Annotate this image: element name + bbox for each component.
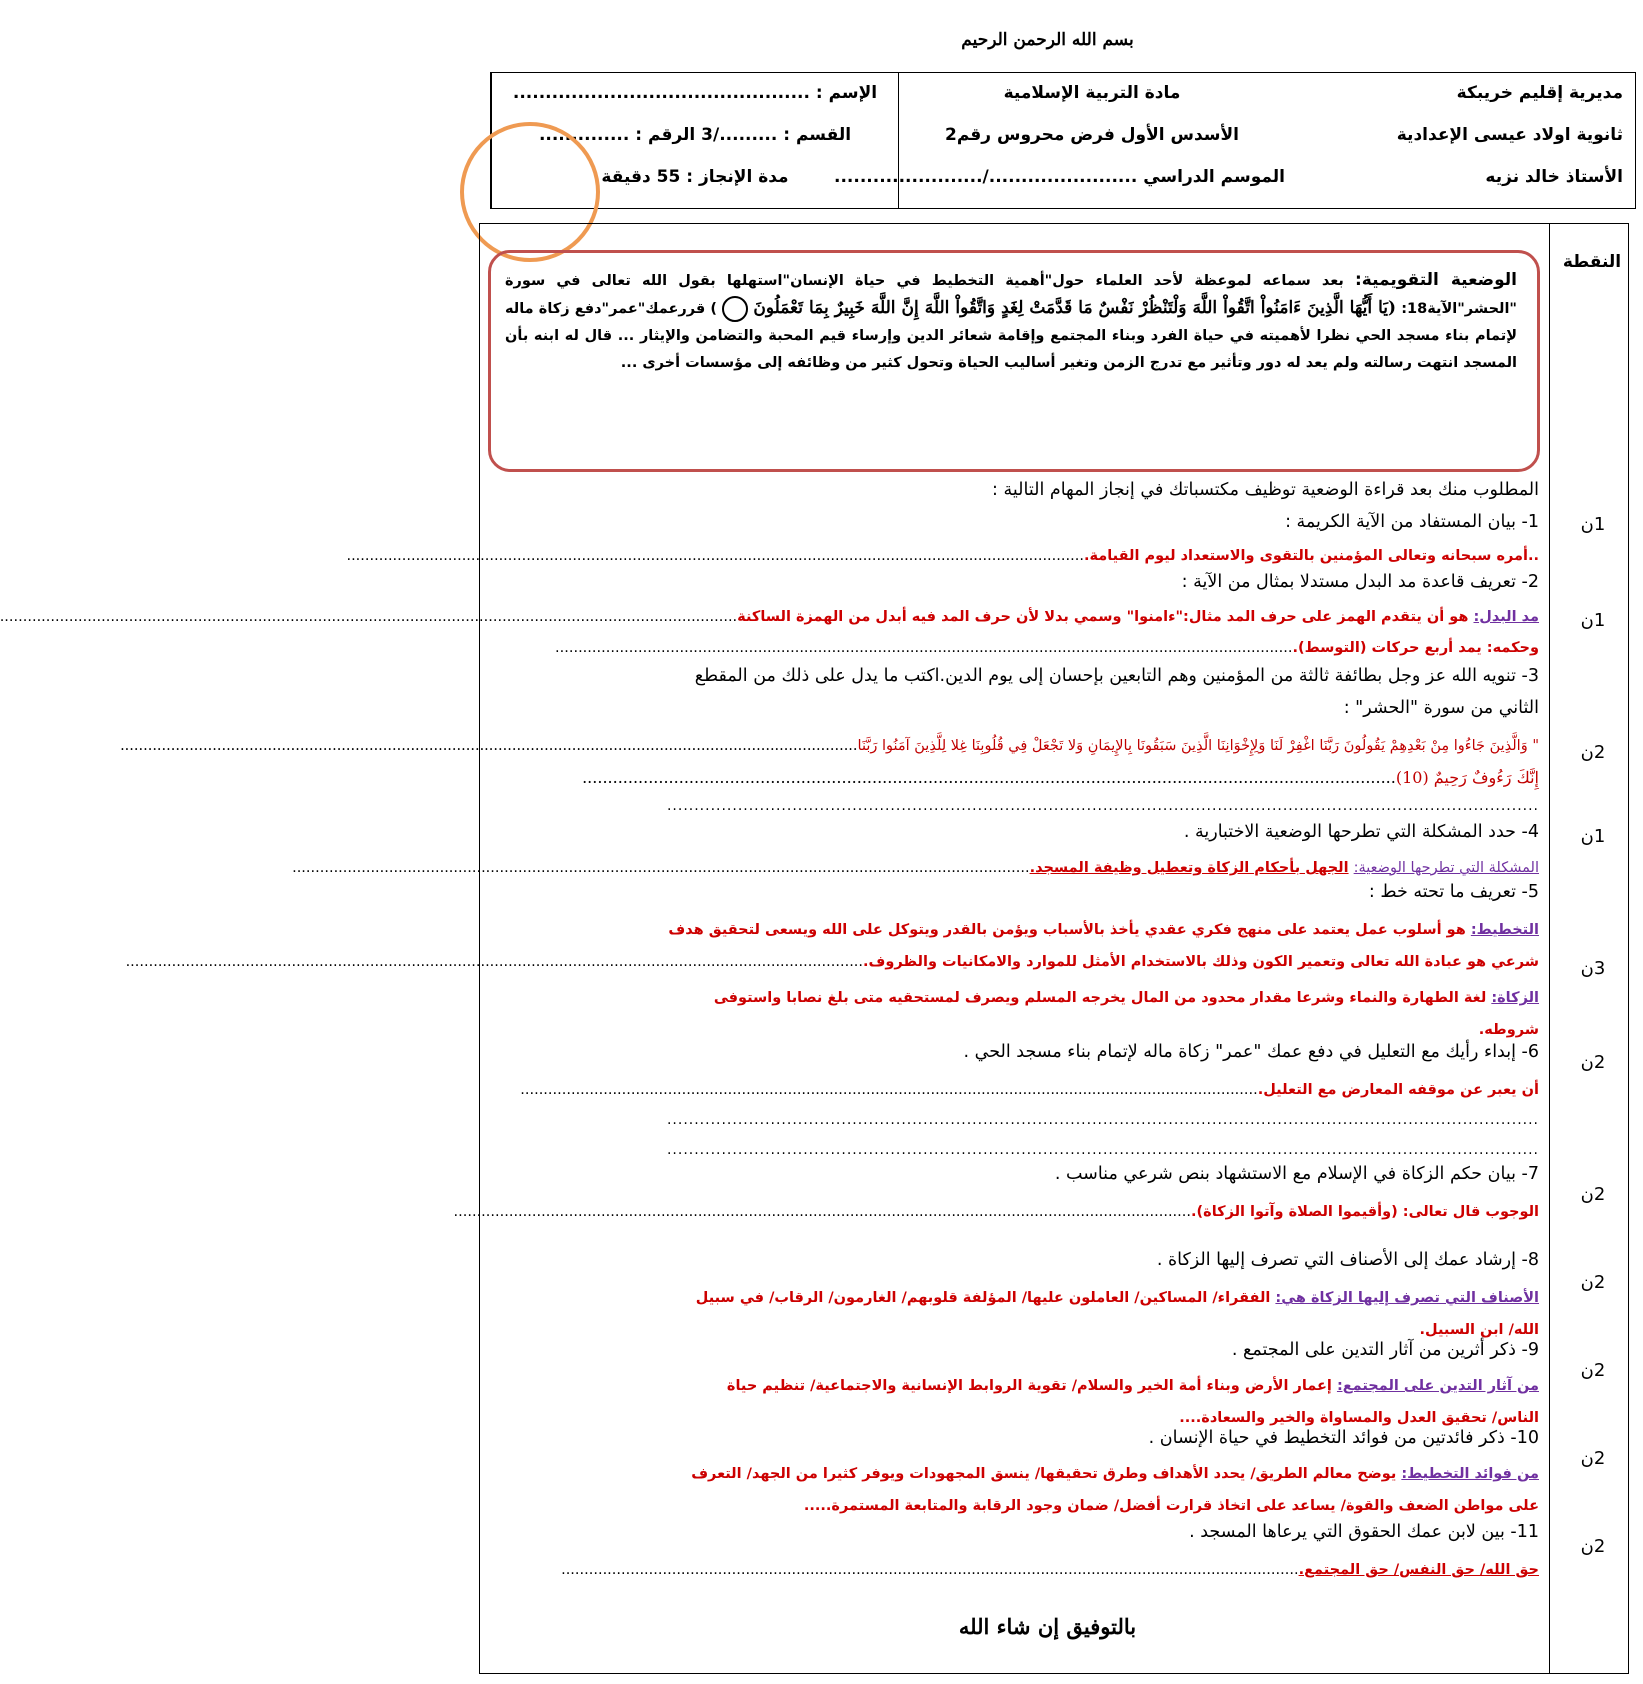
points-3: 2ن [1580,742,1606,763]
points-4: 1ن [1580,826,1606,847]
dotted-line: ................................................................................................................................................................ [666,1142,1539,1158]
points-5: 3ن [1580,958,1606,979]
class-number-field: القسم : ........./3 الرقم : .............. [538,125,852,145]
answer-3-line-1: " وَالَّذِينَ جَاءُوا مِنْ بَعْدِهِمْ يَقُولُونَ رَبَّنَا اغْفِرْ لَنَا وَلِإِخْوَانِنَا الَّذِينَ سَبَقُونَا بِالإِيمَانِ وَلا تَجْعَلْ فِي قُلُوبِنَا غِلا لِلَّذِينَ آمَنُوا رَبَّنَا................................................................................................................................................................ [120,738,1539,754]
points-6: 2ن [1580,1052,1606,1073]
answer-8-line-2: الله/ ابن السبيل. [1419,1322,1539,1338]
answer-5-line-4: شروطه. [1478,1022,1539,1038]
answer-10-line-1: من فوائد التخطيط: يوضح معالم الطريق/ يحدد الأهداف وطرق تحقيقها/ ينسق المجهودات ويوفر كثيرا من الجهد/ التعرف [691,1466,1539,1482]
header-right-column [1285,73,1635,208]
question-3-line-2: الثاني من سورة "الحشر" : [1343,698,1539,718]
directorate: مديرية إقليم خريبكة [1456,83,1623,103]
question-7: 7- بيان حكم الزكاة في الإسلام مع الاستشهاد بنص شرعي مناسب . [1054,1164,1539,1184]
question-3: 3- تنويه الله عز وجل بطائفة ثالثة من المؤمنين وهم التابعين بإحسان إلى يوم الدين.اكتب ما يدل على ذلك من المقطع [694,666,1539,686]
exam-title: الأسدس الأول فرض محروس رقم2 [944,125,1239,145]
header-middle-column [834,73,1285,208]
points-header: النقطة [1562,252,1622,272]
question-9: 9- ذكر أثرين من آثار التدين على المجتمع . [1231,1340,1539,1360]
dotted-line: ................................................................................................................................................................ [666,1112,1539,1128]
answer-2-line-2: وحكمه: يمد أربع حركات (التوسط)................................................................................................................................................................. [555,640,1539,656]
answer-1: ..أمره سبحانه وتعالى المؤمنين بالتقوى والاستعداد ليوم القيامة................................................................................................................................................................. [346,548,1539,564]
answer-8-line-1: الأصناف التي تصرف إليها الزكاة هي: الفقراء/ المساكين/ العاملون عليها/ المؤلفة قلوبهم/ الغارمون/ الرقاب/ في سبيل [695,1290,1539,1306]
points-9: 2ن [1580,1360,1606,1381]
answer-9-line-1: من آثار التدين على المجتمع: إعمار الأرض وبناء أمة الخير والسلام/ تقوية الروابط الإنسانية والاجتماعية/ تنظيم حياة [726,1378,1539,1394]
answer-7: الوجوب قال تعالى: (وأقيموا الصلاة وآتوا الزكاة)................................................................................................................................................................. [453,1204,1539,1220]
question-10: 10- ذكر فائدتين من فوائد التخطيط في حياة الإنسان . [1148,1428,1539,1448]
subject: مادة التربية الإسلامية [1003,83,1181,103]
dotted-line: ................................................................................................................................................................ [666,798,1539,814]
answer-5-line-3: الزكاة: لغة الطهارة والنماء وشرعا مقدار محدود من المال يخرجه المسلم ويصرف لمستحقيه متى بلغ نصابا واستوفى [713,990,1539,1006]
points-7: 2ن [1580,1184,1606,1205]
situation-title: الوضعية التقويمية: [1354,270,1517,290]
question-2: 2- تعريف قاعدة مد البدل مستدلا بمثال من الآية : [1181,572,1539,592]
situation-box [488,250,1540,472]
school-year: الموسم الدراسي ......................./....................... [834,167,1285,187]
basmala: بسم الله الرحمن الرحيم [961,30,1134,50]
points-column-divider [1549,223,1550,1674]
question-8: 8- إرشاد عمك إلى الأصناف التي تصرف إليها الزكاة . [1156,1250,1539,1270]
question-1: 1- بيان المستفاد من الآية الكريمة : [1285,512,1539,532]
answer-5-line-2: شرعي هو عبادة الله تعالى وتعمير الكون وذلك بالاستخدام الأمثل للموارد والامكانيات والظروف................................................................................................................................................................. [125,954,1539,970]
points-10: 2ن [1580,1448,1606,1469]
answer-4: المشكلة التي تطرحها الوضعية: الجهل بأحكام الزكاة وتعطيل وظيفة المسجد................................................................................................................................................................. [292,860,1539,876]
points-1: 1ن [1580,514,1606,535]
answer-11: حق الله/ حق النفس/ حق المجتمع................................................................................................................................................................. [561,1562,1539,1578]
answer-6: أن يعبر عن موقفه المعارض مع التعليل................................................................................................................................................................. [520,1082,1539,1098]
header-table [490,72,1636,209]
answer-2-line-1: مد البدل: هو أن يتقدم الهمز على حرف المد مثال:"ءامنوا" وسمي بدلا لأن حرف المد فيه أبدل من الهمزة الساكنة................................................................................................................................................................ [0,609,1539,625]
school-name: ثانوية اولاد عيسى الإعدادية [1396,125,1623,145]
points-11: 2ن [1580,1536,1606,1557]
situation-story: ) قررعمك"عمر"دفع زكاة ماله لإتمام بناء مسجد الحي نظرا لأهميته في حياة الفرد وبناء المجتمع وإقامة شعائر الدين وإرساء قيم المحبة والتضامن والإيثار ... قال له ابنه بأن المسجد انتهت رسالته ولم يعد له دور وتأثير مع تدرج الزمن وتغير أساليب الحياة وتحول كثير من وظائفه إلى مؤسسات أخرى ... [505,301,1517,371]
closing-wish: بالتوفيق إن شاء الله [958,1614,1137,1639]
answer-3-line-2: إِنَّكَ رَءُوفٌ رَحِيمٌ (10)................................................................................................................................................................ [582,768,1539,787]
question-4: 4- حدد المشكلة التي تطرحها الوضعية الاختبارية . [1183,822,1539,842]
question-5: 5- تعريف ما تحته خط : [1368,882,1539,902]
verse-end-mark [722,296,748,322]
answer-10-line-2: على مواطن الضعف والقوة/ يساعد على اتخاذ قرارت أفضل/ ضمان وجود الرقابة والمتابعة المستمرة..... [803,1498,1539,1514]
situation-intro: بعد سماعه لموعظة لأحد العلماء حول"أهمية التخطيط في حياة الإنسان"استهلها بقول الله تعالى في سورة "الحشر"الآية18: [505,273,1517,317]
quran-verse: (يَا أَيُّهَا الَّذِينَ ءَامَنُواْ اتَّقُواْ اللَّهَ وَلْتَنْظُرْ نَفْسٌ مَا قَدَّمَتْ لِغَدٍ وَاتَّقُواْ اللَّهَ إِنَّ اللَّهَ خَبِيرٌ بِمَا تَعْمَلُونَ [753,298,1397,318]
instruction: المطلوب منك بعد قراءة الوضعية توظيف مكتسباتك في إنجاز المهام التالية : [992,480,1539,500]
duration: مدة الإنجاز : 55 دقيقة [601,167,789,187]
question-11: 11- بين لابن عمك الحقوق التي يرعاها المسجد . [1189,1522,1539,1542]
student-name-field: الإسم : .............................................. [512,83,878,103]
points-2: 1ن [1580,610,1606,631]
answer-5-line-1: التخطيط: هو أسلوب عمل يعتمد على منهج فكري عقدي يأخذ بالأسباب ويؤمن بالقدر ويتوكل على الله ويسعى لتحقيق هدف [668,922,1539,938]
points-8: 2ن [1580,1272,1606,1293]
question-6: 6- إبداء رأيك مع التعليل في دفع عمك "عمر" زكاة ماله لإتمام بناء مسجد الحي . [963,1042,1539,1062]
teacher-name: الأستاذ خالد نزيه [1485,167,1623,187]
answer-9-line-2: الناس/ تحقيق العدل والمساواة والخير والسعادة.... [1179,1410,1539,1426]
